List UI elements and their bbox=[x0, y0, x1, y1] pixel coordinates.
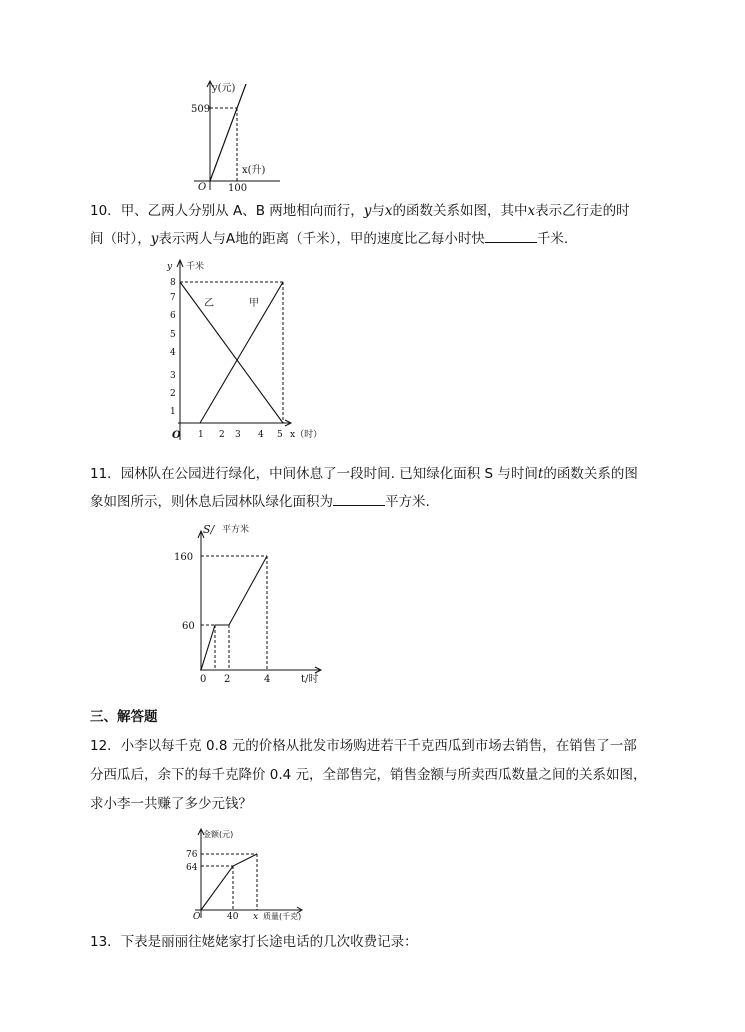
q11-number: 11． bbox=[90, 466, 121, 482]
fig3-y-axis-label: S/ bbox=[203, 523, 215, 536]
section-heading: 三、解答题 bbox=[90, 709, 158, 725]
svg-text:4: 4 bbox=[170, 348, 176, 358]
svg-text:1: 1 bbox=[170, 407, 176, 417]
svg-text:60: 60 bbox=[182, 621, 195, 632]
svg-text:2: 2 bbox=[224, 674, 231, 685]
q10-answer-blank[interactable] bbox=[485, 228, 537, 243]
question-13: 13．下表是丽丽往姥姥家打长途电话的几次收费记录： bbox=[90, 934, 418, 950]
svg-text:2: 2 bbox=[170, 389, 176, 399]
svg-text:x: x bbox=[253, 912, 259, 922]
question-11: 11．园林队在公园进行绿化，中间休息了一段时间. 已知绿化面积 S 与时间t的函数关系的图 象如图所示，则休息后园林队绿化面积为 平方米. bbox=[90, 466, 638, 510]
svg-text:64: 64 bbox=[186, 863, 198, 873]
fig1-y-tick: 509 bbox=[191, 104, 211, 115]
label-yi: 乙 bbox=[204, 298, 214, 309]
svg-text:1: 1 bbox=[198, 430, 204, 440]
fig2-origin: O bbox=[172, 430, 181, 441]
svg-text:5: 5 bbox=[170, 330, 176, 340]
question-10: 10．甲、乙两人分别从 A、B 两地相向而行，y与x的函数关系如图，其中x表示乙行走的时 间（时），y表示两人与A地的距离（千米），甲的速度比乙每小时快 千米. bbox=[90, 203, 630, 247]
svg-text:3: 3 bbox=[235, 430, 241, 440]
fig2-x-axis-label: x（时） bbox=[290, 430, 323, 440]
fig4-x-label: 质量(千克) bbox=[263, 912, 302, 921]
q11-answer-blank[interactable] bbox=[333, 491, 385, 506]
svg-text:2: 2 bbox=[219, 430, 225, 440]
fig1-y-label: y(元) bbox=[212, 83, 236, 94]
label-jia: 甲 bbox=[249, 298, 259, 309]
svg-text:5: 5 bbox=[277, 430, 283, 440]
svg-text:7: 7 bbox=[170, 293, 176, 303]
figure-cost-volume bbox=[190, 78, 290, 193]
svg-text:160: 160 bbox=[174, 552, 194, 563]
question-12: 12．小李以每千克 0.8 元的价格从批发市场购进若干千克西瓜到市场去销售，在销售了一部 分西瓜后，余下的每千克降价 0.4 元，全部售完，销售金额与所卖西瓜数量之间的关系如图， 求小李一共赚了多少元钱？ bbox=[90, 738, 647, 812]
svg-text:8: 8 bbox=[170, 278, 176, 288]
fig4-y-label: 金额(元) bbox=[203, 830, 234, 839]
fig2-y-axis-label: y bbox=[167, 262, 173, 272]
svg-text:76: 76 bbox=[186, 850, 198, 860]
figure-sales-weight bbox=[183, 826, 328, 923]
svg-text:4: 4 bbox=[258, 430, 264, 440]
svg-text:40: 40 bbox=[227, 912, 239, 922]
figure-distance-time bbox=[158, 255, 338, 450]
fig1-origin: O bbox=[198, 182, 207, 193]
q12-number: 12． bbox=[90, 738, 121, 754]
fig2-y-unit: 千米 bbox=[186, 262, 205, 272]
fig1-x-label: x(升) bbox=[242, 165, 266, 176]
fig1-x-tick: 100 bbox=[228, 183, 248, 193]
svg-text:4: 4 bbox=[264, 674, 271, 685]
q13-number: 13． bbox=[90, 934, 121, 950]
fig4-origin: O bbox=[193, 912, 201, 922]
fig3-y-unit: 平方米 bbox=[222, 525, 250, 535]
q10-number: 10． bbox=[90, 203, 121, 219]
svg-text:0: 0 bbox=[200, 674, 207, 685]
svg-text:3: 3 bbox=[170, 371, 176, 381]
figure-area-time bbox=[170, 520, 340, 690]
fig3-x-axis-label: t/时 bbox=[301, 674, 319, 685]
svg-text:6: 6 bbox=[170, 311, 176, 321]
